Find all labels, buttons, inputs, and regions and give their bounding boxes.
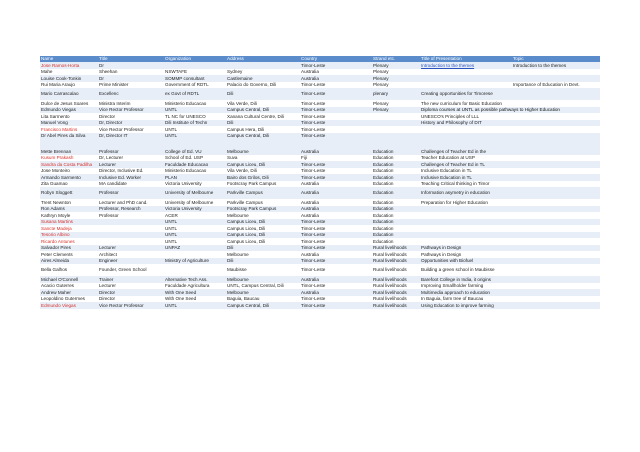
address-cell: Footscray Park Campus [227, 206, 277, 212]
title-cell: Dr [99, 62, 104, 68]
country-cell: Australia [301, 148, 319, 154]
address-cell: Castlemaine [227, 75, 253, 81]
name-cell: Mario Carrascalao [41, 91, 79, 97]
country-cell: Timor-Leste [301, 82, 326, 88]
address-cell: Campus Liceu, Dili [227, 225, 266, 231]
participants-table [40, 56, 600, 309]
organization-cell: UNTL [165, 302, 177, 308]
column-header: Topic [512, 56, 600, 62]
name-cell: Francisco Martins [41, 126, 78, 132]
organization-cell: Ministerio Educacao [165, 100, 207, 106]
strand-cell: Education [373, 168, 394, 174]
organization-cell: Alternative Tech Ass. [165, 276, 208, 282]
title-cell: Prime Minister [99, 82, 129, 88]
strand-cell: Rural livelihoods [373, 283, 407, 289]
address-cell: Melbourne [227, 289, 249, 295]
table-row [40, 302, 600, 309]
address-cell: Dili [227, 91, 234, 97]
name-cell: Andrew Maher [41, 289, 71, 295]
name-cell: Mahe [41, 69, 53, 75]
strand-cell: Plenary [373, 82, 389, 88]
title-cell: Excellenc [99, 91, 119, 97]
column-header: Organization [164, 56, 226, 62]
name-cell: Kathryn Moyle [41, 212, 71, 218]
name-cell: Peter Clements [41, 251, 73, 257]
presentation-cell: Multimedia approach to education [421, 289, 490, 295]
title-cell: Inclusive Ed. Worker [99, 174, 142, 180]
address-cell: Vila Verde, Dili [227, 100, 257, 106]
title-cell: Sheehan [99, 69, 118, 75]
title-cell: Ministra Interim [99, 100, 131, 106]
name-cell: Salvador Pires [41, 245, 71, 251]
title-cell: Director [99, 113, 116, 119]
address-cell: Dili [227, 245, 234, 251]
column-header: Strand etc. [372, 56, 420, 62]
address-cell: Xanana Cultural Centre, Dili [227, 113, 284, 119]
address-cell: Maubisse [227, 267, 247, 273]
topic-cell: Introduction to the themes [513, 62, 567, 68]
presentation-cell: UNESCO's Principles of LLL [421, 113, 480, 119]
table-body [40, 62, 600, 309]
organization-cell: University of Melbourne [165, 199, 214, 205]
presentation-cell: The new curriculum for Basic Education [421, 100, 502, 106]
country-cell: Timor-Leste [301, 225, 326, 231]
name-cell: Sancte Madeja [41, 225, 72, 231]
title-cell: Professor [99, 190, 119, 196]
presentation-cell: Creating opportunities for Timorese [421, 91, 493, 97]
organization-cell: Faculdade Agricultura [165, 283, 210, 289]
address-cell: Dili [227, 120, 234, 126]
name-cell: Aires Almeida [41, 258, 70, 264]
address-cell: Campus Liceu, Dili [227, 219, 266, 225]
strand-cell: Plenary [373, 100, 389, 106]
address-cell: Melbourne [227, 212, 249, 218]
organization-cell: Ministerio Educacao [165, 168, 207, 174]
title-cell: Dr [99, 75, 104, 81]
country-cell: Fiji [301, 155, 307, 161]
presentation-cell: Inclusive Education in TL [421, 168, 472, 174]
country-cell: Timor-Leste [301, 161, 326, 167]
name-cell: Susana Martins [41, 219, 73, 225]
organization-cell: Faculdade Educacao [165, 161, 209, 167]
organization-cell: Victoria University [165, 206, 202, 212]
organization-cell: Victoria University [165, 181, 202, 187]
presentation-cell: Diploma courses at UNTL as possible pathways to Higher Education [421, 107, 560, 113]
title-cell: Vice Rector Professor [99, 126, 144, 132]
strand-cell: Plenary [373, 75, 389, 81]
strand-cell: Education [373, 181, 394, 187]
address-cell: Campus Central, Dili [227, 302, 270, 308]
strand-cell: Education [373, 190, 394, 196]
strand-cell: Education [373, 225, 394, 231]
country-cell: Timor-Leste [301, 296, 326, 302]
country-cell: Australia [301, 75, 319, 81]
country-cell: Timor-Leste [301, 267, 326, 273]
topic-cell [512, 264, 600, 276]
name-cell: Ricardo Antunes [41, 238, 75, 244]
address-cell: Suva [227, 155, 238, 161]
organization-cell: Dili Institute of Techn [165, 120, 208, 126]
strand-cell: Education [373, 238, 394, 244]
country-cell: Timor-Leste [301, 219, 326, 225]
address-cell: Campus Central, Dili [227, 107, 270, 113]
name-cell: Zita Guamao [41, 181, 68, 187]
group-spacer [40, 139, 600, 148]
address-cell: Campus Hera, Dili [227, 126, 265, 132]
strand-cell: Education [373, 148, 394, 154]
address-cell: Parkville Campus [227, 199, 263, 205]
strand-cell: plenary [373, 91, 389, 97]
presentation-cell: Preparation for Higher Education [421, 199, 488, 205]
presentation-cell: Building a green school in Maubisse [421, 267, 495, 273]
name-cell: Manuel Vong [41, 120, 68, 126]
organization-cell: UNTL [165, 133, 177, 139]
strand-cell: Education [373, 199, 394, 205]
title-cell: Vice Rector Professor [99, 302, 144, 308]
address-cell: Campus Central, Dili [227, 133, 270, 139]
country-cell: Australia [301, 251, 319, 257]
presentation-cell: Inclusive Education in TL [421, 174, 472, 180]
presentation-cell: Barefoot College in India, it origins [421, 276, 491, 282]
presentation-cell: Using Education to improve farming [421, 302, 494, 308]
country-cell: Timor-Leste [301, 245, 326, 251]
address-cell: Campus Liceu, Dili [227, 238, 266, 244]
address-cell: Melbourne [227, 276, 249, 282]
name-cell: Tesorio Albino [41, 232, 70, 238]
country-cell: Timor-Leste [301, 238, 326, 244]
presentation-cell: Opportunities with Biofuel [421, 258, 474, 264]
country-cell: Australia [301, 69, 319, 75]
name-cell: Ron Adams [41, 206, 65, 212]
strand-cell: Rural livelihoods [373, 245, 407, 251]
country-cell: Timor-Leste [301, 302, 326, 308]
spacer-cell [40, 139, 600, 148]
name-cell: Edmundo Viegas [41, 302, 76, 308]
strand-cell: Rural livelihoods [373, 267, 407, 273]
strand-cell: Plenary [373, 69, 389, 75]
address-cell: Campus Liceu, Dili [227, 232, 266, 238]
presentation-cell[interactable]: Introduction to the themes [421, 62, 475, 68]
spreadsheet-page [40, 56, 600, 309]
name-cell: Dulce de Jesus Soares [41, 100, 89, 106]
topic-cell [512, 88, 600, 100]
country-cell: Timor-Leste [301, 258, 326, 264]
organization-cell: College of Ed. VU [165, 148, 202, 154]
name-cell: Michael O'Connell [41, 276, 79, 282]
name-cell: Acacio Guterres [41, 283, 74, 289]
name-cell: Kusum Prakash [41, 155, 74, 161]
title-cell: Professor, Research [99, 206, 141, 212]
title-cell: MA candidate [99, 181, 127, 187]
address-cell: Dili [227, 258, 234, 264]
strand-cell: Rural livelihoods [373, 276, 407, 282]
organization-cell: Ministry of Agriculture [165, 258, 209, 264]
country-cell: Australia [301, 181, 319, 187]
strand-cell: Rural livelihoods [373, 258, 407, 264]
strand-cell: Rural livelihoods [373, 302, 407, 308]
title-cell: Dr, Director IT [99, 133, 128, 139]
address-cell: Melbourne [227, 148, 249, 154]
country-cell: Timor-Leste [301, 113, 326, 119]
address-cell: Sydney [227, 69, 243, 75]
title-cell: Lecturer [99, 245, 116, 251]
table-row [40, 187, 600, 199]
address-cell: Parkville Campus [227, 190, 263, 196]
column-header: Title [98, 56, 164, 62]
title-cell: Dr, Lecturer [99, 155, 123, 161]
name-cell: Lita Sarmento [41, 113, 70, 119]
name-cell: Rui Maria Araujo [41, 82, 75, 88]
country-cell: Australia [301, 190, 319, 196]
organization-cell: SOMMP consultant [165, 75, 205, 81]
title-cell: Professor [99, 148, 119, 154]
country-cell: Timor-Leste [301, 100, 326, 106]
title-cell: Lecturer [99, 161, 116, 167]
country-cell: Australia [301, 206, 319, 212]
organization-cell: With One Seed [165, 289, 197, 295]
name-cell: Trent Newnton [41, 199, 71, 205]
country-cell: Australia [301, 212, 319, 218]
topic-cell: Importance of Education in Devt. [513, 82, 580, 88]
table-row [40, 82, 600, 89]
organization-cell: Government of RDTL [165, 82, 209, 88]
name-cell: Leopoldino Gutermes [41, 296, 85, 302]
title-cell: Lecturer [99, 283, 116, 289]
topic-cell [512, 302, 600, 309]
presentation-cell: Improving Smallholder farming [421, 283, 484, 289]
name-cell: Bella Galhos [41, 267, 68, 273]
name-cell: Sandra da Costa Padilha [41, 161, 93, 167]
organization-cell: UNTL [165, 219, 177, 225]
table-row [40, 88, 600, 100]
title-cell: Trainer [99, 276, 114, 282]
title-cell: Lecturer and PhD cand. [99, 199, 148, 205]
strand-cell: Rural livelihoods [373, 251, 407, 257]
address-cell: Campus Liceu, Dili [227, 161, 266, 167]
address-cell: Melbourne [227, 251, 249, 257]
presentation-cell: In Baguia, farm tree of Baucau [421, 296, 484, 302]
organization-cell: University of Melbourne [165, 190, 214, 196]
country-cell: Timor-Leste [301, 168, 326, 174]
country-cell: Timor-Leste [301, 174, 326, 180]
organization-cell: UNTL [165, 238, 177, 244]
country-cell: Australia [301, 289, 319, 295]
presentation-cell: Challenges of Teacher Ed in TL [421, 161, 485, 167]
address-cell: Palacio do Governo, Dili [227, 82, 277, 88]
title-cell: Vice Rector Professor [99, 107, 144, 113]
country-cell: Timor-Leste [301, 126, 326, 132]
address-cell: Baguia, Baucau [227, 296, 260, 302]
title-cell: Engineer [99, 258, 118, 264]
strand-cell: Education [373, 174, 394, 180]
column-header: Name [40, 56, 98, 62]
organization-cell [164, 264, 226, 276]
address-cell: Footscray Park Campus [227, 181, 277, 187]
country-cell: Timor-Leste [301, 120, 326, 126]
presentation-cell: Pathways in Design [421, 245, 462, 251]
country-cell: Timor-Leste [301, 133, 326, 139]
title-cell: Director [99, 289, 116, 295]
name-cell: Louise Cook-Tonkin [41, 75, 82, 81]
table-row [40, 264, 600, 276]
name-cell: Robyn Sloggett [41, 190, 73, 196]
name-cell: Armando Sarmento [41, 174, 81, 180]
country-cell: Australia [301, 199, 319, 205]
organization-cell: School of Ed. USP [165, 155, 204, 161]
country-cell: Timor-Leste [301, 283, 326, 289]
strand-cell: Rural livelihoods [373, 289, 407, 295]
organization-cell: UNTL [165, 126, 177, 132]
organization-cell: TL NC for UNESCO [165, 113, 206, 119]
country-cell: Timor-Leste [301, 62, 326, 68]
organization-cell: PLAN [165, 174, 178, 180]
strand-cell: Rural livelihoods [373, 296, 407, 302]
title-cell: Professor [99, 212, 119, 218]
presentation-cell: History and Philosophy of DIT [421, 120, 482, 126]
column-header: Title of Presentation [420, 56, 512, 62]
country-cell: Australia [301, 276, 319, 282]
organization-cell: ex Govt of RDTL [165, 91, 200, 97]
name-cell: Mette Brennan [41, 148, 72, 154]
column-header: Country [300, 56, 372, 62]
name-cell: Jose Monteiro [41, 168, 70, 174]
strand-cell: Plenary [373, 107, 389, 113]
name-cell: Jose Ramos-Horta [41, 62, 80, 68]
address-cell: UNTL, Campus Central, Dili [227, 283, 284, 289]
topic-cell [512, 187, 600, 199]
title-cell: Director, Inclusive Ed. [99, 168, 144, 174]
strand-cell: Education [373, 219, 394, 225]
country-cell: Timor-Leste [301, 91, 326, 97]
presentation-cell: Teacher Education at USP [421, 155, 475, 161]
column-header: Address [226, 56, 300, 62]
title-cell: Architect [99, 251, 117, 257]
name-cell: Edmundo Viegas [41, 107, 76, 113]
organization-cell: With One Seed [165, 296, 197, 302]
strand-cell: Education [373, 155, 394, 161]
presentation-cell: Pathways in Design [421, 251, 462, 257]
organization-cell: UNTL [165, 107, 177, 113]
organization-cell: UNTL [165, 232, 177, 238]
strand-cell: Education [373, 212, 394, 218]
organization-cell: UNPAZ [165, 245, 181, 251]
name-cell: Dr Abel Pires da Silva [41, 133, 86, 139]
strand-cell: Education [373, 206, 394, 212]
strand-cell: Education [373, 161, 394, 167]
title-cell: Dr, Director [99, 120, 123, 126]
presentation-cell: Teaching Critical thinking in Timor [421, 181, 490, 187]
country-cell: Timor-Leste [301, 232, 326, 238]
title-cell: Founder, Green School [99, 267, 147, 273]
organization-cell: NSWTAFE [165, 69, 188, 75]
title-cell: Director [99, 296, 116, 302]
presentation-cell: Challenges of Teacher Ed in the [421, 148, 487, 154]
address-cell: Bairo dos Grilos, Dili [227, 174, 269, 180]
presentation-cell: Information asymetry in education [421, 190, 490, 196]
strand-cell: Plenary [373, 62, 389, 68]
strand-cell: Education [373, 232, 394, 238]
organization-cell: ACER [165, 212, 178, 218]
organization-cell: UNTL [165, 225, 177, 231]
country-cell: Timor-Leste [301, 107, 326, 113]
address-cell: Vila Verde, Dili [227, 168, 257, 174]
